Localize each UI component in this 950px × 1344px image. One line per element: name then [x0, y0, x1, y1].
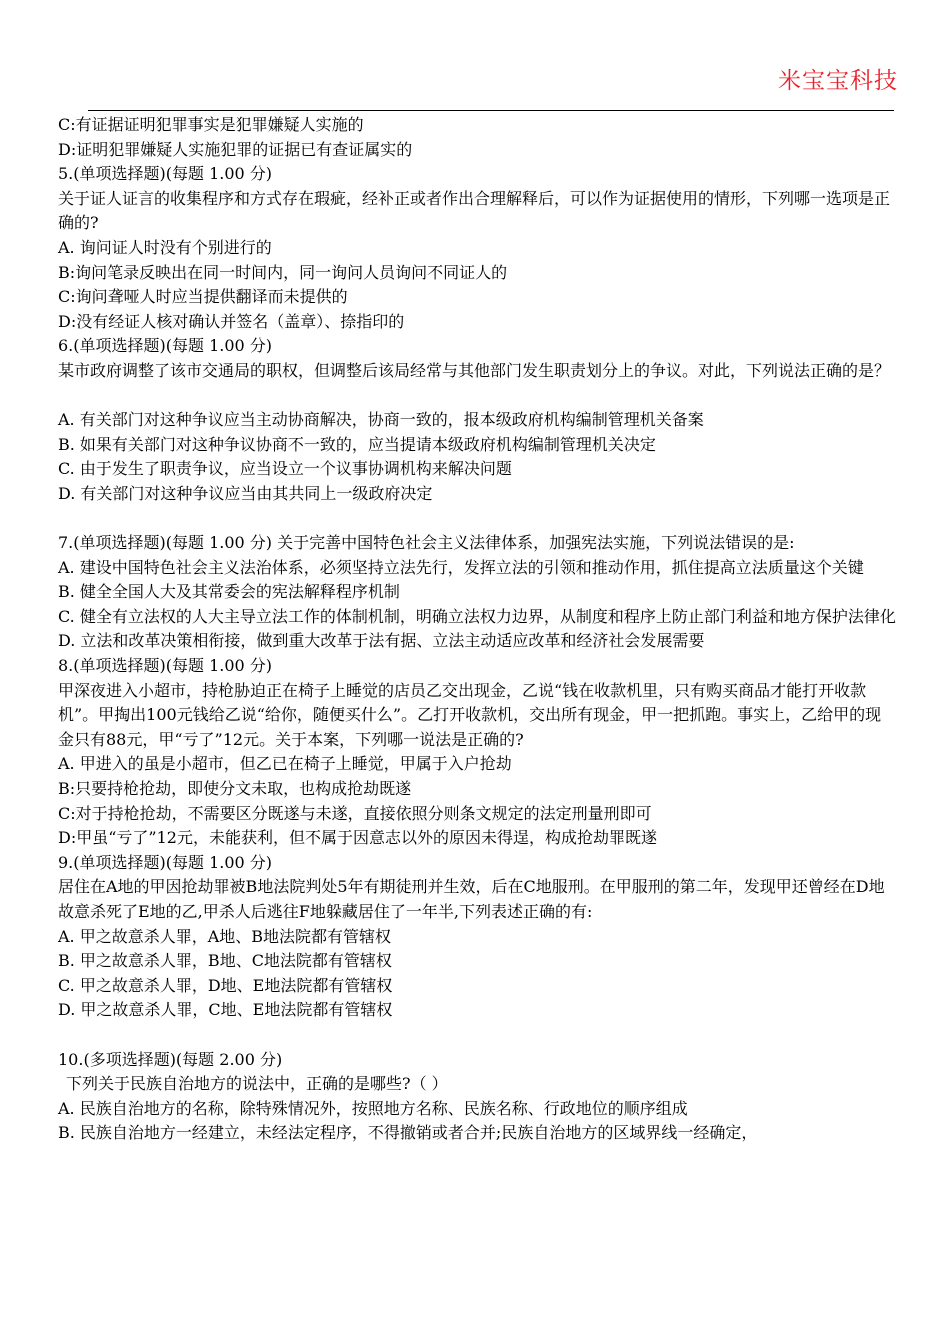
option-line: C:有证据证明犯罪事实是犯罪嫌疑人实施的: [58, 115, 364, 134]
question-text: 某市政府调整了该市交通局的职权，但调整后该局经常与其他部门发生职责划分上的争议。对此，下列说法正确的是？: [58, 360, 891, 380]
option-line: C. 健全有立法权的人大主导立法工作的体制机制，明确立法权力边界，从制度和程序上防止部门利益和地方保护法律化: [58, 606, 896, 626]
option-line: D. 甲之故意杀人罪，C地、E地法院都有管辖权: [58, 1000, 393, 1020]
blank-line: [58, 384, 896, 409]
option-line: D:没有经证人核对确认并签名（盖章）、捺指印的: [58, 311, 405, 331]
question-header: 5.(单项选择题)(每题 1.00 分): [58, 164, 273, 184]
option-line: C:对于持枪抢劫，不需要区分既遂与未遂，直接依照分则条文规定的法定刑量刑即可: [58, 803, 652, 823]
question-text: 甲深夜进入小超市，持枪胁迫正在椅子上睡觉的店员乙交出现金，乙说“钱在收款机里，只有购买商品才能打开收款机”。甲掏出100元钱给乙说“给你，随便买什么”。乙打开收款机，交出所有现金，甲一把抓跑。事实上，乙给甲的现金只有88元，甲“亏了”12元。关于本案，下列哪一说法是正确的?: [58, 680, 882, 749]
option-line: B:询问笔录反映出在同一时间内，同一询问人员询问不同证人的: [58, 262, 508, 282]
option-line: B. 如果有关部门对这种争议协商不一致的，应当提请本级政府机构编制管理机关决定: [58, 434, 656, 454]
document-body: [58, 113, 896, 1146]
option-line: C. 由于发生了职责争议，应当设立一个议事协调机构来解决问题: [58, 459, 512, 479]
question-text: 7.(单项选择题)(每题 1.00 分) 关于完善中国特色社会主义法律体系，加强宪法实施，下列说法错误的是:: [58, 533, 795, 553]
option-line: B. 甲之故意杀人罪，B地、C地法院都有管辖权: [58, 951, 392, 971]
option-line: A. 民族自治地方的名称，除特殊情况外，按照地方名称、民族名称、行政地位的顺序组成: [58, 1098, 688, 1118]
option-line: D. 有关部门对这种争议应当由其共同上一级政府决定: [58, 483, 433, 503]
option-line: B:只要持枪抢劫，即使分文未取，也构成抢劫既遂: [58, 779, 412, 799]
blank-line: [58, 507, 896, 532]
option-line: D:证明犯罪嫌疑人实施犯罪的证据已有查证属实的: [58, 139, 413, 159]
brand-watermark: 米宝宝科技: [778, 68, 898, 94]
question-header: 8.(单项选择题)(每题 1.00 分): [58, 656, 273, 676]
option-line: A. 甲之故意杀人罪，A地、B地法院都有管辖权: [58, 926, 392, 946]
option-line: B. 健全全国人大及其常委会的宪法解释程序机制: [58, 582, 400, 602]
option-line: C. 甲之故意杀人罪，D地、E地法院都有管辖权: [58, 975, 393, 995]
header-divider: [88, 110, 894, 111]
option-line: A. 有关部门对这种争议应当主动协商解决，协商一致的，报本级政府机构编制管理机关备案: [58, 410, 704, 430]
option-line: D. 立法和改革决策相衔接，做到重大改革于法有据、立法主动适应改革和经济社会发展需要: [58, 631, 705, 651]
blank-line: [58, 1023, 896, 1048]
question-header: 10.(多项选择题)(每题 2.00 分): [58, 1049, 283, 1069]
option-line: A. 甲进入的虽是小超市，但乙已在椅子上睡觉，甲属于入户抢劫: [58, 754, 512, 774]
question-text: 下列关于民族自治地方的说法中，正确的是哪些?（ ）: [66, 1074, 448, 1094]
option-line: C:询问聋哑人时应当提供翻译而未提供的: [58, 287, 348, 307]
option-line: B. 民族自治地方一经建立，未经法定程序，不得撤销或者合并;民族自治地方的区域界线一经确定，: [58, 1123, 758, 1143]
option-line: A. 询问证人时没有个别进行的: [58, 237, 272, 257]
question-text: 关于证人证言的收集程序和方式存在瑕疵，经补正或者作出合理解释后，可以作为证据使用的情形，下列哪一选项是正确的?: [58, 188, 891, 233]
question-header: 9.(单项选择题)(每题 1.00 分): [58, 852, 273, 872]
option-line: D:甲虽“亏了”12元，未能获利，但不属于因意志以外的原因未得逞，构成抢劫罪既遂: [58, 828, 657, 848]
option-line: A. 建设中国特色社会主义法治体系，必须坚持立法先行，发挥立法的引领和推动作用，抓住提高立法质量这个关键: [58, 557, 864, 577]
question-header: 6.(单项选择题)(每题 1.00 分): [58, 336, 273, 356]
question-text: 居住在A地的甲因抢劫罪被B地法院判处5年有期徒刑并生效，后在C地服刑。在甲服刑的第二年，发现甲还曾经在D地故意杀死了E地的乙,甲杀人后逃往F地躲藏居住了一年半,下列表述正确的有:: [58, 877, 885, 921]
